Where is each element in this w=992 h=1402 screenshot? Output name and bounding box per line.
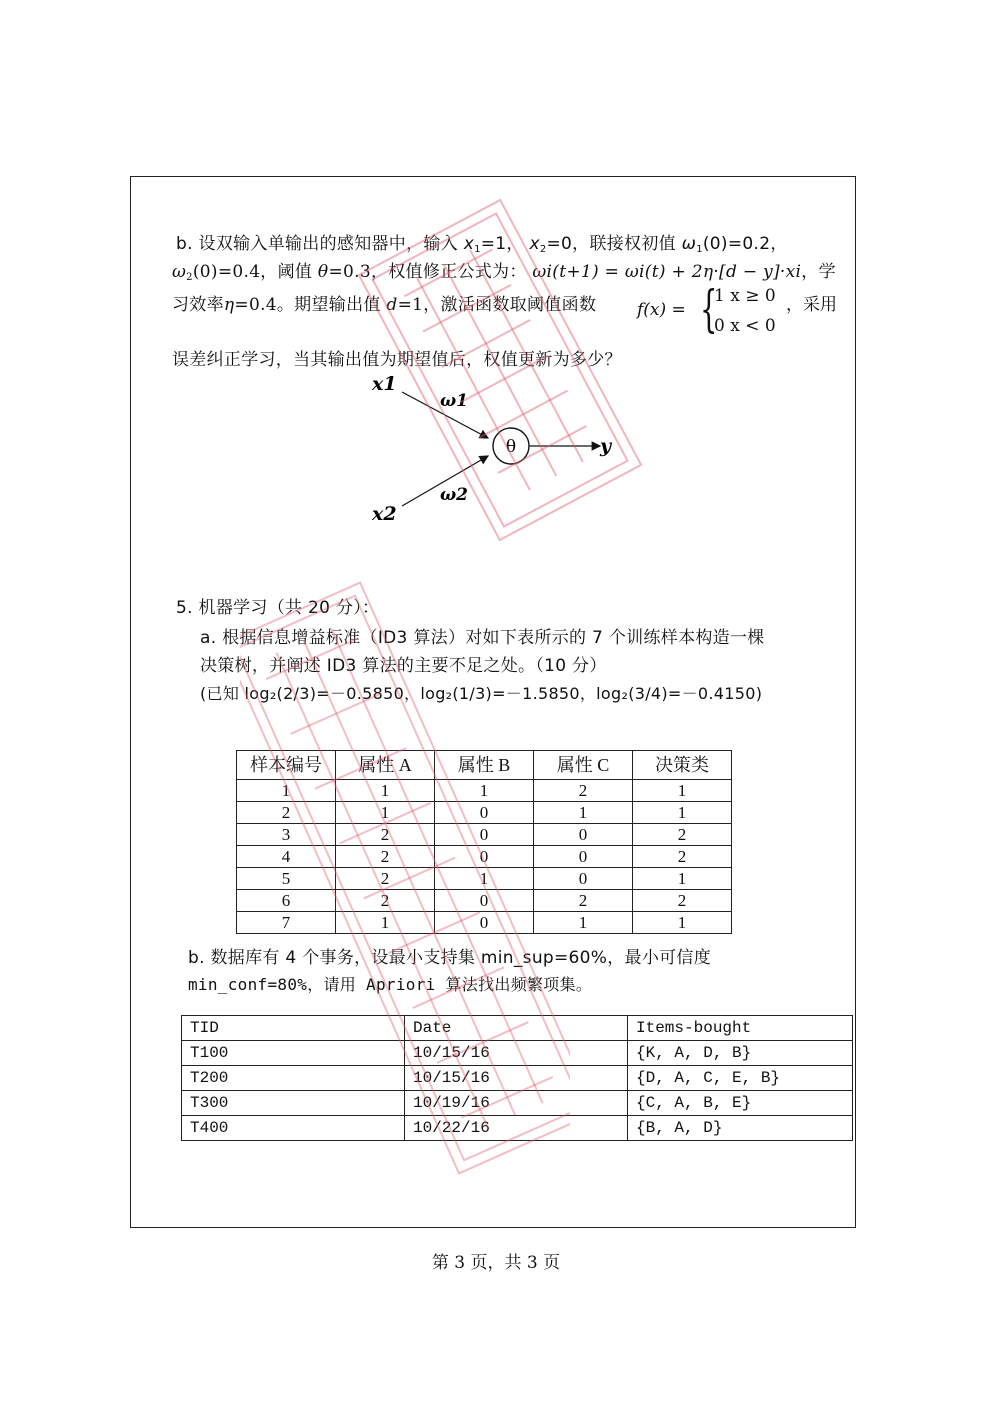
table-row bbox=[182, 1091, 853, 1116]
table-cell: 0 bbox=[534, 824, 633, 846]
qb-line-4: 误差纠正学习，当其输出值为期望值后，权值更新为多少？ bbox=[172, 350, 622, 370]
perceptron-diagram bbox=[360, 370, 620, 530]
training-sample-table bbox=[236, 750, 732, 934]
table-cell: 3 bbox=[237, 824, 336, 846]
qb-text: ，学 bbox=[801, 262, 836, 282]
qb-text: 习效率 bbox=[172, 295, 224, 315]
qb-line-3 bbox=[172, 290, 596, 315]
header-cell: Items-bought bbox=[628, 1016, 853, 1041]
table-cell: 1 bbox=[633, 780, 732, 802]
header-cell: 属性 C bbox=[534, 751, 633, 780]
table-cell: 1 bbox=[336, 780, 435, 802]
piecewise-brace: { bbox=[700, 280, 718, 338]
table-cell: 2 bbox=[336, 846, 435, 868]
fx-label: f(x) = bbox=[637, 300, 686, 320]
table-cell: 0 bbox=[534, 846, 633, 868]
table-cell: 1 bbox=[435, 780, 534, 802]
qb-line-1 bbox=[176, 229, 788, 255]
table-cell: 0 bbox=[534, 868, 633, 890]
table-header-row bbox=[237, 751, 732, 780]
w1-symbol: ω bbox=[681, 234, 697, 254]
case-1: 1 x ≥ 0 bbox=[714, 286, 776, 306]
table-cell: 1 bbox=[633, 802, 732, 824]
header-cell: 决策类 bbox=[633, 751, 732, 780]
header-cell: 属性 A bbox=[336, 751, 435, 780]
table-cell: 0 bbox=[435, 890, 534, 912]
table-row bbox=[182, 1066, 853, 1091]
table-cell: 1 bbox=[633, 868, 732, 890]
table-cell: 0 bbox=[435, 824, 534, 846]
qb-line-2 bbox=[172, 257, 836, 283]
table-cell: T300 bbox=[182, 1091, 405, 1116]
header-cell: 样本编号 bbox=[237, 751, 336, 780]
table-cell: 2 bbox=[534, 780, 633, 802]
table-cell: 0 bbox=[435, 846, 534, 868]
table-cell: 10/19/16 bbox=[405, 1091, 628, 1116]
qb2-line-1: b. 数据库有 4 个事务，设最小支持集 min_sup=60%，最小可信度 bbox=[188, 948, 712, 968]
w2-value: (0)=0.4，阈值 bbox=[192, 262, 318, 282]
case-2: 0 x < 0 bbox=[714, 316, 776, 336]
table-header-row bbox=[182, 1016, 853, 1041]
table-cell: 1 bbox=[435, 868, 534, 890]
table-cell: 2 bbox=[633, 824, 732, 846]
table-cell: 2 bbox=[633, 846, 732, 868]
theta-symbol: θ bbox=[317, 262, 329, 282]
transaction-table bbox=[181, 1015, 853, 1141]
table-cell: 2 bbox=[336, 868, 435, 890]
table-cell: 1 bbox=[336, 912, 435, 934]
x1-value: =1， bbox=[480, 234, 524, 254]
header-cell: TID bbox=[182, 1016, 405, 1041]
table-cell: 1 bbox=[336, 802, 435, 824]
q5-title: 5. 机器学习（共 20 分）： bbox=[176, 598, 380, 618]
table-cell: {B, A, D} bbox=[628, 1116, 853, 1141]
table-row bbox=[237, 780, 732, 802]
qb-text: ，采用 bbox=[786, 295, 837, 315]
table-cell: 6 bbox=[237, 890, 336, 912]
table-cell: 1 bbox=[534, 802, 633, 824]
table-cell: {K, A, D, B} bbox=[628, 1041, 853, 1066]
table-cell: 10/22/16 bbox=[405, 1116, 628, 1141]
x2-value: =0，联接权初值 bbox=[546, 234, 682, 254]
table-cell: T200 bbox=[182, 1066, 405, 1091]
table-cell: T100 bbox=[182, 1041, 405, 1066]
x1-symbol: x bbox=[463, 234, 475, 254]
d-symbol: d bbox=[386, 295, 398, 315]
x2-symbol: x bbox=[529, 234, 540, 254]
table-cell: 0 bbox=[435, 912, 534, 934]
w1-value: (0)=0.2， bbox=[702, 234, 788, 254]
table-cell: 0 bbox=[435, 802, 534, 824]
table-cell: 2 bbox=[633, 890, 732, 912]
table-cell: 1 bbox=[237, 780, 336, 802]
table-cell: 10/15/16 bbox=[405, 1066, 628, 1091]
table-cell: T400 bbox=[182, 1116, 405, 1141]
table-cell: 7 bbox=[237, 912, 336, 934]
y-output-label: y bbox=[600, 435, 612, 457]
eta-symbol: η bbox=[223, 295, 235, 315]
table-row bbox=[237, 824, 732, 846]
w2-edge-label: ω2 bbox=[440, 485, 469, 505]
q5a-known-values: (已知 log₂(2/3)=－0.5850，log₂(1/3)=－1.5850，log₂(3/4)=－0.4150) bbox=[200, 684, 763, 703]
w2-subscript: 2 bbox=[186, 272, 193, 283]
table-cell: 1 bbox=[534, 912, 633, 934]
table-row bbox=[237, 868, 732, 890]
table-row bbox=[237, 912, 732, 934]
table-cell: {C, A, B, E} bbox=[628, 1091, 853, 1116]
w1-edge-label: ω1 bbox=[440, 391, 469, 411]
table-row bbox=[237, 846, 732, 868]
table-cell: 4 bbox=[237, 846, 336, 868]
table-cell: 10/15/16 bbox=[405, 1041, 628, 1066]
table-cell: 2 bbox=[336, 890, 435, 912]
qb2-line-2: min_conf=80%，请用 Apriori 算法找出频繁项集。 bbox=[188, 975, 593, 994]
page-footer: 第 3 页，共 3 页 bbox=[431, 1253, 561, 1273]
update-formula: ωi(t+1) = ωi(t) + 2η·[d − y]·xi bbox=[532, 262, 802, 282]
qb-text: b. 设双输入单输出的感知器中，输入 bbox=[176, 234, 464, 254]
table-row bbox=[237, 890, 732, 912]
x2-node-label: x2 bbox=[372, 503, 397, 525]
w2-symbol: ω bbox=[172, 262, 187, 282]
qb-text: =0.4。期望输出值 bbox=[234, 295, 387, 315]
table-row bbox=[237, 802, 732, 824]
x1-subscript: 1 bbox=[474, 244, 481, 255]
q5a-line-1: a. 根据信息增益标准（ID3 算法）对如下表所示的 7 个训练样本构造一棵 bbox=[200, 628, 765, 648]
theta-value: =0.3，权值修正公式为： bbox=[328, 262, 527, 282]
table-cell: 2 bbox=[534, 890, 633, 912]
table-cell: 5 bbox=[237, 868, 336, 890]
table-row bbox=[182, 1116, 853, 1141]
table-cell: 2 bbox=[336, 824, 435, 846]
theta-node-label: θ bbox=[505, 437, 517, 457]
table-cell: 1 bbox=[633, 912, 732, 934]
header-cell: 属性 B bbox=[435, 751, 534, 780]
table-cell: {D, A, C, E, B} bbox=[628, 1066, 853, 1091]
x1-node-label: x1 bbox=[372, 373, 397, 395]
x2-subscript: 2 bbox=[539, 244, 547, 255]
q5a-line-2: 决策树，并阐述 ID3 算法的主要不足之处。（10 分） bbox=[200, 656, 607, 676]
w1-subscript: 1 bbox=[696, 244, 703, 255]
table-row bbox=[182, 1041, 853, 1066]
header-cell: Date bbox=[405, 1016, 628, 1041]
qb-text: =1，激活函数取阈值函数 bbox=[397, 295, 597, 315]
table-cell: 2 bbox=[237, 802, 336, 824]
